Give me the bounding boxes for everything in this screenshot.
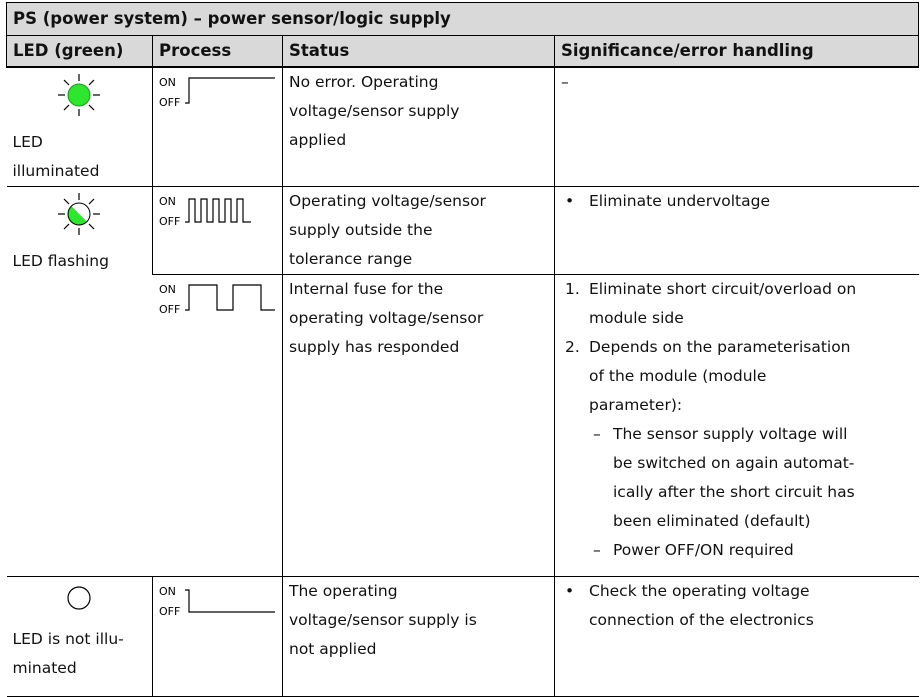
led-flashing-icon: [49, 191, 109, 237]
header-status: Status: [283, 36, 555, 68]
dash-mark: –: [593, 541, 601, 559]
signal-on-label: ON: [158, 283, 176, 296]
signal-on-label: ON: [159, 195, 176, 208]
signal-off-label: OFF: [159, 96, 181, 109]
status-line: Operating voltage/sensor: [289, 192, 486, 210]
led-caption: minated: [12, 659, 77, 677]
process-cell: [153, 67, 283, 187]
process-cell: [153, 275, 283, 577]
table-header-row: [7, 36, 919, 68]
status-line: supply has responded: [289, 338, 460, 356]
status-cell: [283, 275, 555, 577]
step-number: 2.: [565, 338, 580, 356]
process-cell: [153, 577, 283, 697]
status-line: applied: [289, 131, 347, 149]
header-process: Process: [153, 36, 283, 68]
status-line: not applied: [289, 640, 377, 658]
list-item: 1. Eliminate short circuit/overload on module side: [561, 275, 913, 333]
significance-cell: [555, 275, 919, 577]
significance-cell: [555, 577, 919, 697]
significance-cell: [555, 187, 919, 275]
bullet-mark: •: [565, 582, 575, 600]
led-cell: [7, 577, 153, 697]
status-line: The operating: [289, 582, 398, 600]
signal-off-label: OFF: [158, 303, 180, 316]
document-table-wrap: [6, 2, 918, 697]
signal-off-diagram: [159, 581, 277, 625]
significance-text: –: [561, 73, 569, 91]
table-row: [7, 67, 919, 187]
led-off-icon: [49, 581, 109, 615]
table-row: [7, 187, 919, 275]
status-line: Internal fuse for the: [289, 280, 444, 298]
signal-slow-flash-diagram: [159, 279, 277, 323]
header-significance: Significance/error handling: [555, 36, 919, 68]
sub-list-item: – The sensor supply voltage will be switched on again automat- ically after the short circuit has been eliminated (default): [589, 420, 913, 536]
list-item: • Eliminate undervoltage: [561, 187, 913, 216]
process-cell: [153, 187, 283, 275]
status-cell: [283, 67, 555, 187]
led-illuminated-icon: [49, 72, 109, 118]
led-cell: [7, 67, 153, 187]
led-caption: LED flashing: [12, 252, 109, 270]
status-line: operating voltage/sensor: [289, 309, 484, 327]
bullet-list: [561, 187, 913, 216]
list-item: • Check the operating voltage connection of the electronics: [561, 577, 913, 635]
bullet-mark: •: [565, 192, 575, 210]
sub-list: [589, 420, 913, 565]
table-title-row: [7, 3, 919, 36]
sub-list-item: – Power OFF/ON required: [589, 536, 913, 565]
status-line: voltage/sensor supply is: [289, 611, 477, 629]
status-line: No error. Operating: [289, 73, 439, 91]
header-led: LED (green): [7, 36, 153, 68]
led-caption: LED is not illu-: [12, 630, 124, 648]
signal-off-label: OFF: [159, 215, 181, 228]
led-status-table: [6, 2, 919, 697]
list-item: 2. Depends on the parameterisation of the module (module parameter): – The sensor supply voltage will be switched on again automat- ically after the short circuit has been eliminated (default) – Power OFF/ON required: [561, 333, 913, 565]
led-cell: [7, 187, 153, 577]
bullet-list: [561, 577, 913, 635]
status-line: voltage/sensor supply: [289, 102, 460, 120]
signal-on-label: ON: [159, 585, 176, 598]
signal-off-label: OFF: [159, 605, 181, 618]
led-caption: LED: [12, 133, 43, 151]
table-row: [7, 577, 919, 697]
status-line: supply outside the: [289, 221, 433, 239]
step-number: 1.: [565, 280, 580, 298]
numbered-list: [561, 275, 913, 565]
status-cell: [283, 187, 555, 275]
led-caption: illuminated: [12, 162, 100, 180]
signal-on-label: ON: [159, 76, 176, 89]
signal-on-diagram: [159, 72, 277, 116]
status-cell: [283, 577, 555, 697]
status-line: tolerance range: [289, 250, 413, 268]
signal-fast-flash-diagram: [159, 191, 277, 235]
table-title: PS (power system) – power sensor/logic supply: [7, 3, 919, 36]
significance-cell: [555, 67, 919, 187]
dash-mark: –: [593, 425, 601, 443]
